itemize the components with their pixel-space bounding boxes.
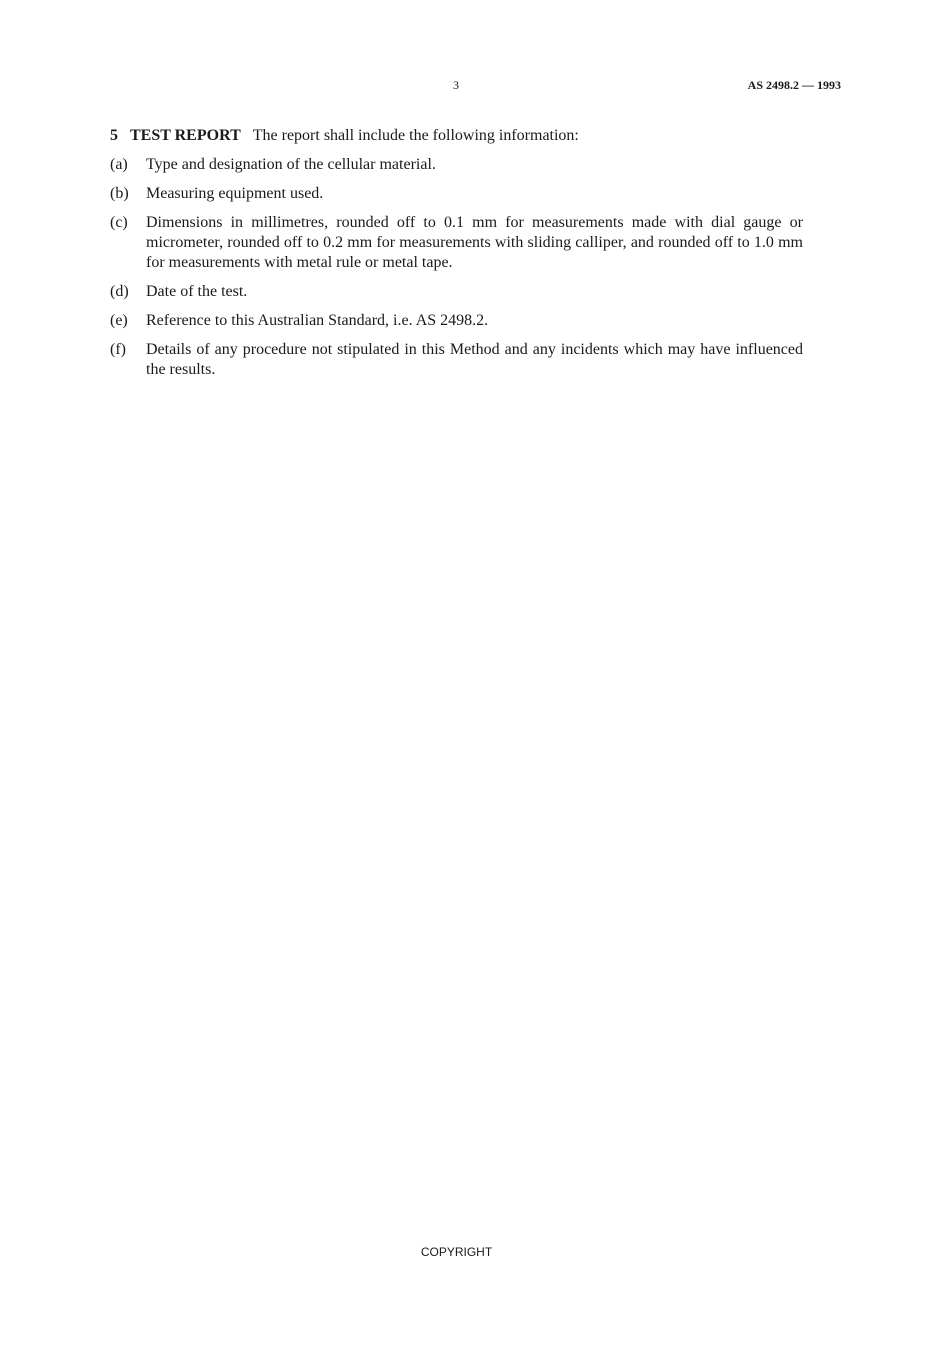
list-item-marker: (b)	[110, 185, 129, 202]
section-heading	[110, 126, 803, 146]
list-item-text: Date of the test.	[146, 283, 248, 300]
section-number: 5	[110, 127, 118, 144]
list-item-marker: (f)	[110, 341, 126, 358]
list-item-text: Details of any procedure not stipulated in this Method and any incidents which may have influenced the results.	[146, 341, 803, 378]
list-item	[110, 155, 803, 175]
list-item-marker: (c)	[110, 214, 128, 231]
list-item	[110, 213, 803, 273]
section-title: TEST REPORT	[130, 127, 241, 144]
list-item	[110, 340, 803, 380]
list-item	[110, 311, 803, 331]
list-item-marker: (a)	[110, 156, 128, 173]
list-item-text: Measuring equipment used.	[146, 185, 324, 202]
list-item-marker: (d)	[110, 283, 129, 300]
list-item	[110, 282, 803, 302]
list-item	[110, 184, 803, 204]
list-item-text: Reference to this Australian Standard, i.e. AS 2498.2.	[146, 312, 489, 329]
page-number: 3	[453, 78, 459, 92]
document-id: AS 2498.2 — 1993	[747, 78, 841, 92]
list-item-text: Type and designation of the cellular material.	[146, 156, 436, 173]
list-item-marker: (e)	[110, 312, 128, 329]
section-intro: The report shall include the following information:	[252, 127, 579, 144]
copyright-footer: COPYRIGHT	[420, 1245, 493, 1259]
document-body	[110, 126, 803, 389]
list-item-text: Dimensions in millimetres, rounded off to 0.1 mm for measurements made with dial gauge or micrometer, rounded off to 0.2 mm for measurements with sliding calliper, and rounded off to 1.0 mm for measurements with metal rule or metal tape.	[146, 214, 803, 271]
